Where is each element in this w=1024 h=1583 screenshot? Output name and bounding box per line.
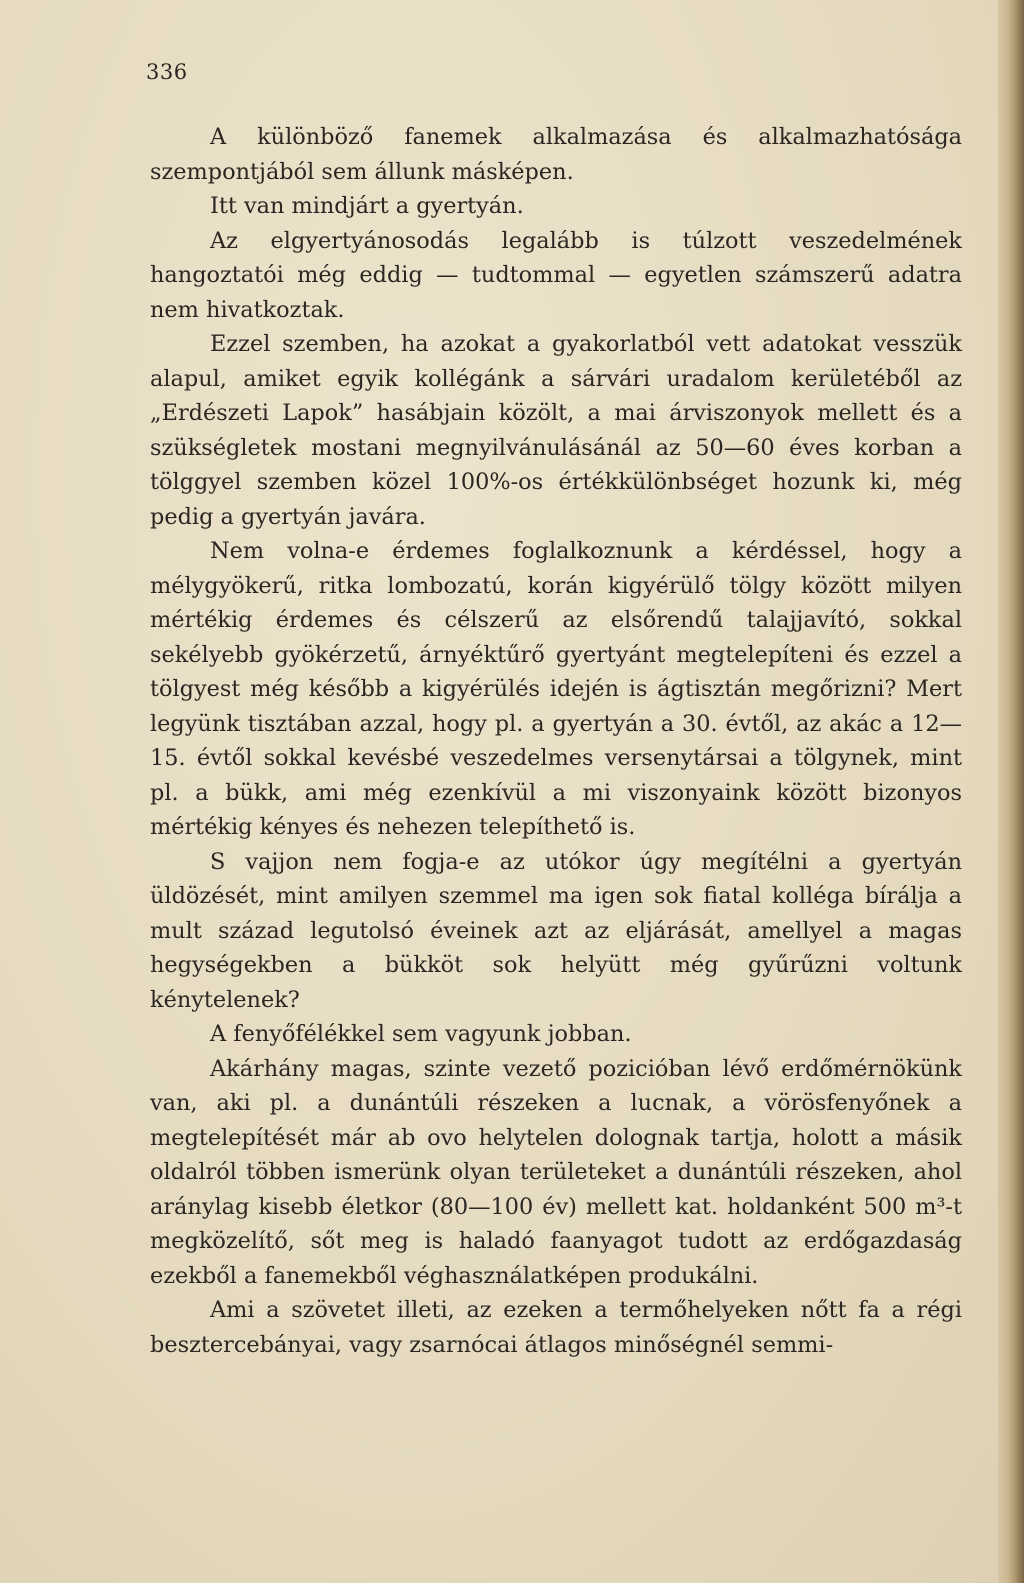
paragraph-2: Itt van mindjárt a gyertyán. xyxy=(210,193,524,219)
page-edge xyxy=(998,0,1024,1583)
paragraph-8: Akárhány magas, szinte vezető pozicióban lévő erdőmérnökünk van, aki pl. a dunántúli részeken a lucnak, a vörösfenyőnek a megtelepítését már ab ovo helytelen dolognak tartja, holott a másik oldalról többen ismerünk olyan területeket a dunántúli részeken, ahol aránylag kisebb életkor (80—100 év) mellett kat. holdanként 500 m³-t megközelítő, sőt meg is haladó faanyagot tudott az erdőgazdaság ezekből a fanemekből véghasználatképen produkálni. xyxy=(150,1055,962,1289)
page-number: 336 xyxy=(146,60,188,84)
paragraph-6: S vajjon nem fogja-e az utókor úgy megítélni a gyertyán üldözését, mint amilyen szemmel ma igen sok fiatal kolléga bírálja a mult század legutolsó éveinek azt az eljárását, amellyel a magas hegységekben a bükköt sok helyütt még gyűrűzni voltunk kénytelenek? xyxy=(150,848,962,1013)
paragraph-9: Ami a szövetet illeti, az ezeken a termőhelyeken nőtt fa a régi besztercebányai, vagy zsarnócai átlagos minőségnél semmi- xyxy=(150,1297,962,1358)
paragraph-7: A fenyőfélékkel sem vagyunk jobban. xyxy=(210,1021,632,1047)
body-text xyxy=(150,120,962,1362)
paragraph-1: A különböző fanemek alkalmazása és alkalmazhatósága szempontjából sem állunk másképen. xyxy=(150,124,962,185)
paragraph-3: Az elgyertyánosodás legalább is túlzott veszedelmének hangoztatói még eddig — tudtommal — egyetlen számszerű adatra nem hivatkoztak. xyxy=(150,227,962,323)
paragraph-5: Nem volna-e érdemes foglalkoznunk a kérdéssel, hogy a mélygyökerű, ritka lombozatú, korán kigyérülő tölgy között milyen mértékig érdemes és célszerű az elsőrendű talajjavító, sokkal sekélyebb gyökérzetű, árnyéktűrő gyertyánt megtelepíteni és ezzel a tölgyest még később a kigyérülés idején is ágtisztán megőrizni? Mert legyünk tisztában azzal, hogy pl. a gyertyán a 30. évtől, az akác a 12—15. évtől sokkal kevésbé veszedelmes versenytársai a tölgynek, mint pl. a bükk, ami még ezenkívül a mi viszonyaink között bizonyos mértékig kényes és nehezen telepíthető is. xyxy=(150,538,962,840)
paragraph-4: Ezzel szemben, ha azokat a gyakorlatból vett adatokat vesszük alapul, amiket egyik kollégánk a sárvári uradalom kerületéből az „Erdészeti Lapok” hasábjain közölt, a mai árviszonyok mellett és a szükségletek mostani megnyilvánulásánál az 50—60 éves korban a tölggyel szemben közel 100%-os értékkülönbséget hozunk ki, még pedig a gyertyán javára. xyxy=(150,331,962,530)
